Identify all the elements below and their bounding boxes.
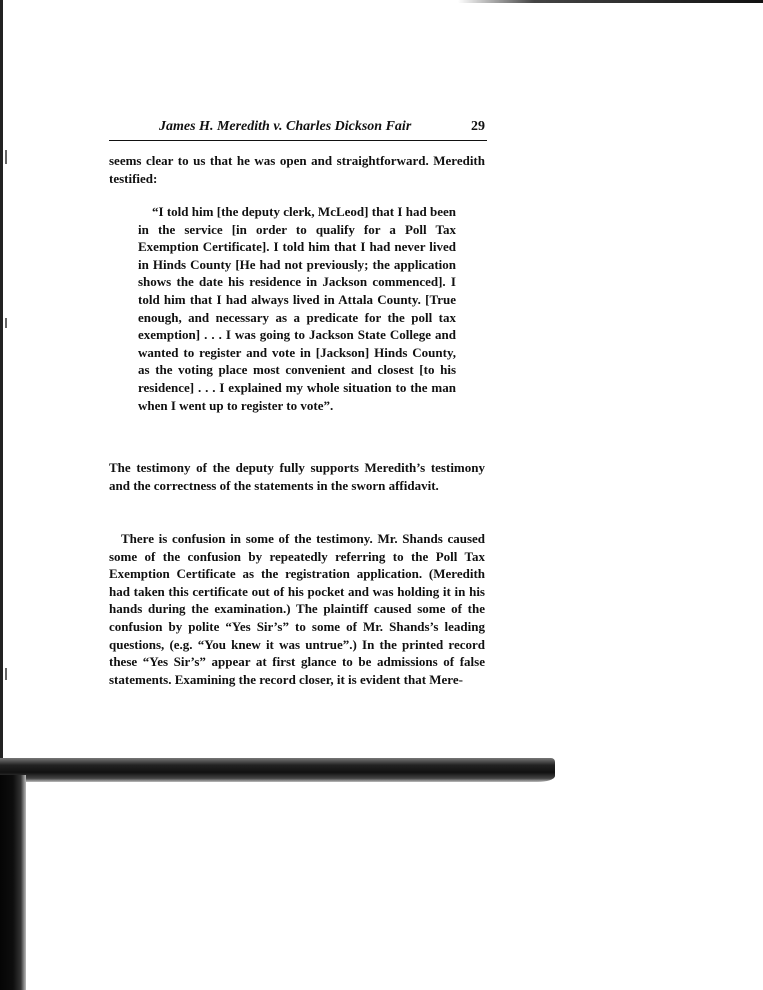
paragraph-intro: seems clear to us that he was open and straightforward. Meredith testified: [109, 153, 485, 186]
page-header [109, 118, 487, 141]
paragraph-confusion: There is confusion in some of the testimony. Mr. Shands caused some of the confusion by repeatedly referring to the Poll Tax Exemption Certificate as the registration application. (Meredith had taken this certificate out of his pocket and was holding it in his hands during the examination.) The plaintiff caused some of the confusion by polite “Yes Sir’s” to some of Mr. Shands’s leading questions, (e.g. “You knew it was untrue”.) In the printed record these “Yes Sir’s” appear at first glance to be admissions of false statements. Examining the record closer, it is evident that Mere- [109, 531, 485, 687]
scan-top-edge [0, 0, 763, 3]
paragraph-testimony: The testimony of the deputy fully supports Meredith’s testimony and the correctness of the statements in the sworn affidavit. [109, 460, 485, 493]
scan-bottom-band [0, 758, 555, 782]
page-number: 29 [471, 119, 485, 134]
running-title: James H. Meredith v. Charles Dickson Fair [159, 119, 412, 134]
scan-margin-mark [5, 318, 7, 328]
scan-margin-mark [5, 150, 7, 164]
scan-bottom-shadow [0, 775, 26, 990]
scan-margin-mark [5, 668, 7, 680]
scan-left-edge [0, 0, 3, 770]
block-quote: “I told him [the deputy clerk, McLeod] that I had been in the service [in order to qualify for a Poll Tax Exemption Certificate]. I told him that I had never lived in Hinds County [He had not previously; the application shows the date his residence in Jackson commenced]. I told him that I had always lived in Attala County. [True enough, and necessary as a predicate for the poll tax exemption] . . . I was going to Jackson State College and wanted to register and vote in [Jackson] Hinds County, as the voting place most convenient and closest [to his residence] . . . I explained my whole situation to the man when I went up to register to vote”. [138, 204, 456, 413]
